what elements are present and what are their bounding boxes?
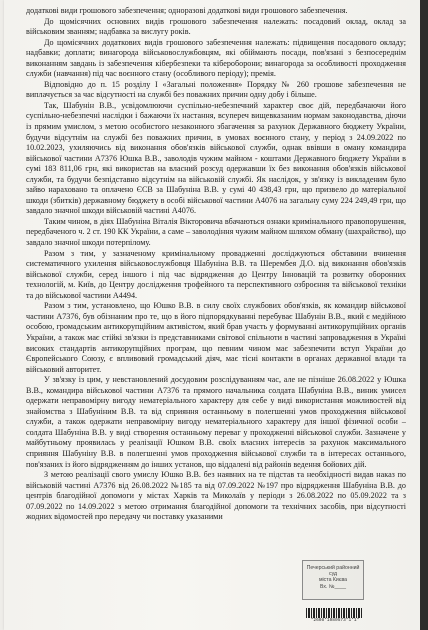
paragraph: Таким чином, в діях Шабуніна Віталія Вікторовича вбачаються ознаки кримінального правопорушення, передбаченого ч. 2 ст. 190 КК України, а саме – заволодіння чужим майном шляхом обману (шахрайство), що завдало значної шкоди потерпілому.	[26, 216, 406, 248]
paragraph: Разом з тим, у зазначеному кримінальному провадженні досліджуються обставини вчинення систематичного ухилення військовослужбовця Шабуніна В.В. та Шерембея Д.О. від виконання обов'язків військової служби, серед іншого і під час відрядження до Центру Інновацій та розвитку оборонних технологій, м. Київ, до Центру дослідження трофейного та перспективного озброєння та військової техніки та до військової частини А4494.	[26, 248, 406, 300]
paragraph: До щомісячних основних видів грошового забезпечення належать: посадовий оклад, оклад за військовим званням; надбавка за вислугу років.	[26, 16, 406, 37]
scan-edge	[420, 0, 428, 630]
paragraph: У зв'язку із цим, у невстановлений досудовим розслідуванням час, але не пізніше 26.08.2022 у Юшка В.В., командира військової частини А7376 та прямого начальника солдата Шабуніна В.В., виник умисел одержати неправомірну вигоду нематеріального характеру для себе у виді використання можливостей від знайомства з Шабуніним В.В. та від сприяння останньому в полегшенні умов проходження військової служби, а також одержати неправомірну вигоду нематеріального характеру для іншої фізичної особи – солдата Шабуніна В.В. у виді створення останньому переваг у проходженні військової служби. Зазначене у майбутньому проявилась у реалізації Юшком В.В. своїх власних інтересів за рахунок максимального сприяння Шабуніну В.В. в полегшенні умов проходження військової служби та в інтересах останнього, пов'язаних із його відрядженням до інших установ, що віддалені від районів ведення бойових дій.	[26, 375, 406, 469]
court-stamp	[302, 560, 364, 600]
paragraph: Разом з тим, установлено, що Юшко В.В. в силу своїх службових обов'язків, як командир військової частини А7376, був обізнаним про те, що в його підпорядкуванні перебуває Шабунін В.В., який є медійною особою, громадським антикорупційним активістом, який брав участь у формуванні антикорупційних органів України, а також має стійкі зв'язки із представниками світової спільноти в частині запровадження в Україні високих стандартів антикорупційних програм, що певним чином має забезпечити вступ України до Європейського Союзу, є впливовий громадський діяч, має тісні контакти в органах державної влади та військовий авторитет.	[26, 301, 406, 374]
document-sheet	[4, 0, 420, 630]
document-body	[26, 6, 406, 523]
paragraph: додаткові види грошового забезпечення; одноразові додаткові види грошового забезпечення.	[26, 6, 348, 15]
stamp-line-2: міста Києва	[318, 577, 348, 584]
paragraph: З метою реалізації свого умислу Юшко В.В. без наявних на те підстав та необхідності видав наказ по військовій частині А7376 від 26.08.2022 №185 та від 07.09.2022 №197 про відрядження Шабуніна В.В. до центрів благодійної допомоги у містах Харків та Миколаїв у періоди з 26.08.2022 по 05.09.2022 та з 07.09.2022 по 14.09.2022 з метою отримання благодійної допомоги та технічних засобів, при відсутності жодних відомостей про передачу чи поставку указаними	[26, 470, 406, 522]
stamp-line-1: Печерський районний суд	[306, 565, 360, 578]
stamp-line-3: Вх. №____	[320, 583, 346, 590]
barcode	[306, 608, 362, 618]
barcode-number: *2608*1080573*1*1*	[310, 618, 360, 623]
paragraph: До щомісячних додаткових видів грошового забезпечення належать: підвищення посадового окладу; надбавки; доплати; винагорода військовослужбовцям, які обіймають посади, пов'язані з безпосереднім виконанням завдань із забезпечення кібербезпеки та кібероборони; винагорода за особливості проходження служби (навчання) під час воєнного стану (особливого періоду); премія.	[26, 37, 406, 79]
paragraph: Відповідно до п. 15 розділу I «Загальні положення» Порядку № 260 грошове забезпечення не виплачується за час відсутності на службі без поважних причин одну добу і більше.	[26, 79, 406, 100]
paragraph: Так, Шабунін В.В., усвідомлюючи суспільно-небезпечний характер своє дій, передбачаючи його суспільно-небезпечні наслідки і бажаючи їх настання, всупереч вищевказаним нормам законодавства, діючи із прямим умислом, з метою особистого незаконного збагачення за рахунок Державного бюджету України, будучи відсутнім на службі без поважних причин, в умовах воєнного стану, у період з 24.09.2022 по 10.02.2023, ухиляючись від виконання обов'язків військової служби, однак ввівши в оману командира військової частини А7376 Юшка В.В., заволодів чужим майном - коштами Державного бюджету України в сумі 183 811,06 грн, які використав на власний розсуд одержавши їх без виконання обов'язків військової служби, та будучи безпідставно відсутнім на військовій службі. Як наслідок, у зв'язку із викладеним було зайво нараховано та оплачено ЄСВ за Шабуніна В.В. у сумі 40 438,43 грн, що призвело до матеріальної шкоди (збитків) державному бюджету в особі військової частини А4076 на загальну суму 224 249,49 грн, що завдало значної шкоди військовій частині А4076.	[26, 100, 406, 216]
